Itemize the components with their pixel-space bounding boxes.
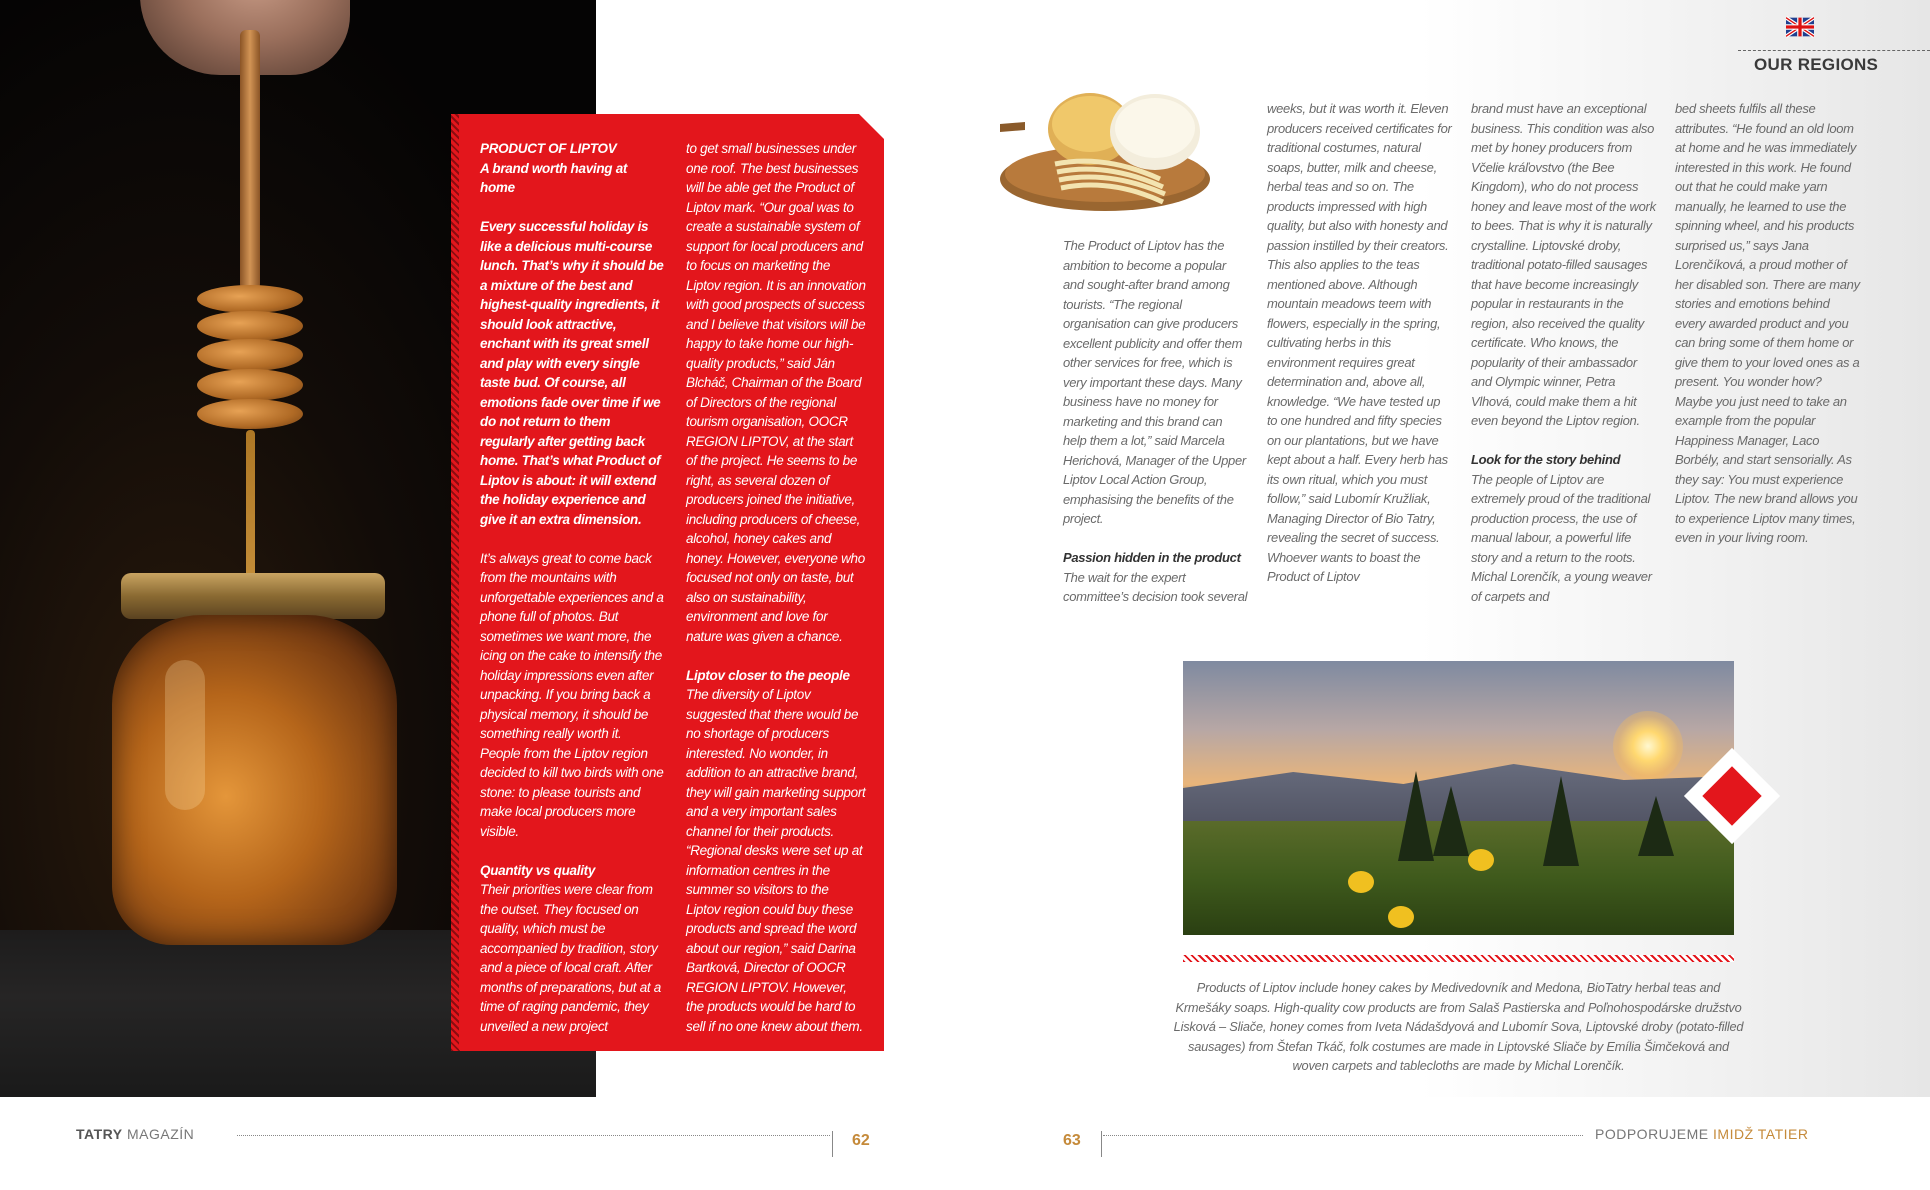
honey-jar: [112, 615, 397, 945]
jar-shine: [165, 660, 205, 810]
red-box-column-2: [686, 139, 866, 1056]
honey-dipper-stick: [240, 30, 260, 290]
footer-slogan: [1595, 1126, 1808, 1142]
paragraph: brand must have an exceptional business. This condition was also met by honey producers from Včelie kráľovstvo (the Bee Kingdom), who do not process honey and leave most of the work to bees. That is why it is naturally crystalline. Liptovské droby, traditional potato-filled sausages that have become increasingly popular in restaurants in the region, also received the quality certificate. Who knows, the popularity of their ambassador and Olympic winner, Petra Vlhová, could make them a hit even beyond the Liptov region.: [1471, 101, 1656, 428]
subheading: Liptov closer to the people: [686, 667, 850, 683]
footer-slogan-a: PODPORUJEME: [1595, 1126, 1709, 1142]
red-box-column-1: [480, 139, 665, 1056]
cheese-photo: [995, 84, 1220, 224]
flower: [1348, 871, 1374, 893]
page-number-left: 62: [852, 1132, 870, 1149]
paragraph: The Product of Liptov has the ambition to become a popular and sought-after brand among tourists. “The regional organisation can give producers excellent publicity and offer them other services for free, which is very important these days. Many business have no money for marketing and this brand can help them a lot,” said Marcela Herichová, Manager of the Upper Liptov Local Action Group, emphasising the benefits of the project.: [1063, 238, 1246, 526]
jar-lid: [121, 573, 385, 619]
caption-rule: [1183, 955, 1734, 962]
tree: [1638, 796, 1674, 856]
paragraph: Their priorities were clear from the outset. They focused on quality, which must be accompanied by tradition, story and a piece of local craft. After months of preparations, but at a time of raging pandemic, they unveiled a new project: [480, 882, 662, 1034]
subheading: Quantity vs quality: [480, 862, 596, 878]
paragraph: It’s always great to come back from the mountains with unforgettable experiences and a phone full of photos. But sometimes we want more, the icing on the cake to intensify the holiday impressions even after unpacking. If you bring back a physical memory, it should be something really worth it. People from the Liptov region decided to kill two birds with one stone: to please tourists and make local producers more visible.: [480, 550, 664, 839]
footer-rule-left: [237, 1135, 830, 1136]
article-column-3: [1471, 99, 1656, 626]
article-column-1: [1063, 236, 1248, 626]
paragraph: The diversity of Liptov suggested that there would be no shortage of producers interested. No wonder, in addition to an attractive brand, they will gain marketing support and a very important sales channel for their products. “Regional desks were set up at information centres in the summer so visitors to the Liptov region could buy these products and spread the word about our region,” said Darina Bartková, Director of OOCR REGION LIPTOV. However, the products would be hard to sell if no one knew about them.: [686, 687, 866, 1034]
subheading: PRODUCT OF LIPTOV: [480, 141, 617, 156]
page-number-right: 63: [1063, 1132, 1081, 1149]
article-column-2: [1267, 99, 1452, 606]
section-rule: [1738, 50, 1930, 51]
photo-caption: Products of Liptov include honey cakes by Medivedovník and Medona, BioTatry herbal teas and Krmešáky soaps. High-quality cow products are from Salaš Pastierska and Poľnohospodárske družstvo Lisková – Sliače, honey comes from Iveta Nádašdyová and Lubomír Sova, Liptovské droby (potato-filled sausages) from Štefan Tkáč, folk costumes are made in Liptovské Sliače by Emília Šimčeková and woven carpets and tablecloths are made by Michal Lorenčík.: [1173, 980, 1744, 1073]
footer-magazine-name: [76, 1126, 194, 1142]
paragraph: The wait for the expert committee’s decision took several: [1063, 569, 1248, 604]
section-title: OUR REGIONS: [1754, 55, 1879, 74]
tree: [1433, 786, 1469, 856]
tree: [1543, 776, 1579, 866]
honey-dipper-head: [197, 285, 303, 435]
subheading: Look for the story behind: [1471, 452, 1621, 467]
footer-brand: TATRY: [76, 1126, 123, 1142]
red-box-stripe: [451, 114, 459, 1051]
flower: [1388, 906, 1414, 928]
paragraph: to get small businesses under one roof. The best businesses will be able get the Product of Liptov mark. “Our goal was to create a sustainable system of support for local producers and to focus on marketing the Liptov region. It is an innovation with good prospects of success and I believe that visitors will be happy to take home our high-quality products,” said Ján Blcháč, Chairman of the Board of Directors of the regional tourism organisation, OOCR REGION LIPTOV, at the start of the project. He seems to be right, as several dozen of producers joined the initiative, including producers of cheese, alcohol, honey cakes and honey. However, everyone who focused not only on taste, but also on sustainability, environment and love for nature was given a chance.: [686, 141, 866, 644]
uk-flag-icon: [1786, 12, 1814, 42]
paragraph: weeks, but it was worth it. Eleven producers received certificates for traditional costumes, natural soaps, butter, milk and cheese, herbal teas and so on. The products impressed with high quality, but also with honesty and passion instilled by their creators. This also applies to the teas mentioned above. Although mountain meadows teem with flowers, especially in the spring, cultivating herbs in this environment requires great determination and, above all, knowledge. “We have tested up to one hundred and fifty species on our plantations, but we have kept about a half. Every herb has its own ritual, which you must follow,” said Lubomír Kružliak, Managing Director of Bio Tatry, revealing the secret of success. Whoever wants to boast the Product of Liptov: [1267, 101, 1452, 584]
lead-paragraph: Every successful holiday is like a delicious multi-course lunch. That’s why it should be a mixture of the best and highest-quality ingredients, it should look attractive, enchant with its great smell and play with every single taste bud. Of course, all emotions fade over time if we do not return to them regularly after getting back home. That’s what Product of Liptov is about: it will extend the holiday experience and give it an extra dimension.: [480, 219, 664, 527]
subheading: A brand worth having at home: [480, 160, 628, 195]
article-column-4: [1675, 99, 1860, 567]
footer-divider-left: [832, 1131, 833, 1157]
footer-divider-right: [1101, 1131, 1102, 1157]
flower: [1468, 849, 1494, 871]
landscape-photo: [1183, 661, 1734, 935]
honey-drip: [246, 430, 255, 580]
footer-slogan-b: IMIDŽ TATIER: [1713, 1126, 1809, 1142]
subheading: Passion hidden in the product: [1063, 550, 1241, 565]
paragraph: bed sheets fulfils all these attributes. “He found an old loom at home and he was immediately interested in this work. He found out that he could make yarn manually, he learned to use the spinning wheel, and his products surprised us,” says Jana Lorenčíková, a proud mother of her disabled son. There are many stories and emotions behind every awarded product and you can bring some of them home or give them to your loved ones as a present. You wonder how? Maybe you just need to take an example from the popular Happiness Manager, Laco Borbély, and start sensorially. As they say: You must experience Liptov. The new brand allows you to experience Liptov many times, even in your living room.: [1675, 101, 1860, 545]
tree: [1398, 771, 1434, 861]
sun: [1613, 711, 1683, 781]
paragraph: The people of Liptov are extremely proud of the traditional production process, the use of manual labour, a powerful life story and a return to the roots. Michal Lorenčík, a young weaver of carpets and: [1471, 471, 1652, 604]
footer-mag: MAGAZÍN: [126, 1126, 195, 1142]
footer-rule-right: [1103, 1135, 1583, 1136]
